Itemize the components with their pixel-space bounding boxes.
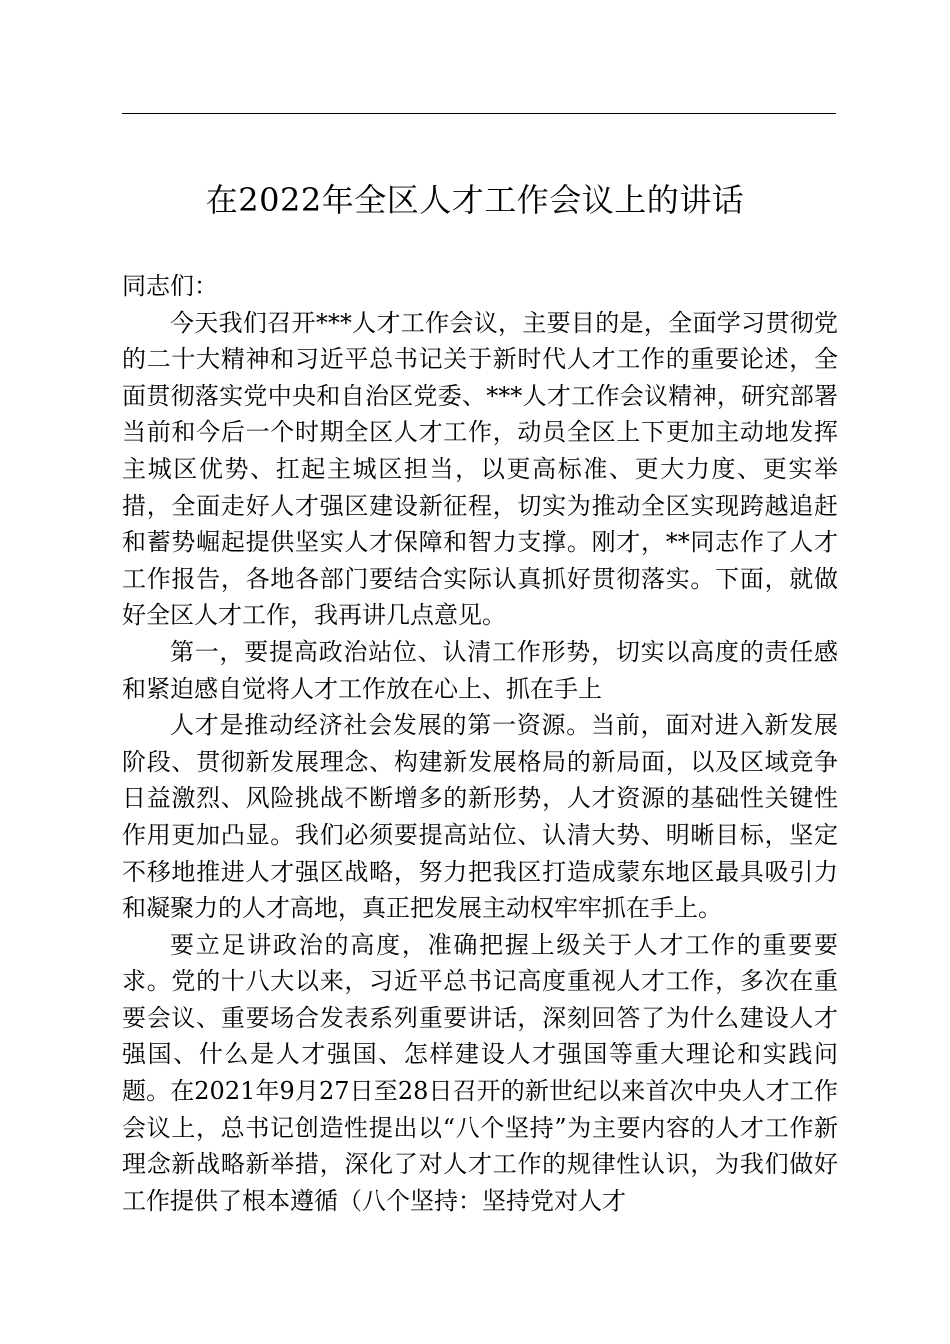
section-heading: 第一，要提高政治站位、认清工作形势，切实以高度的责任感和紧迫感自觉将人才工作放在心上、抓在手上 (122, 637, 838, 703)
document-title: 在2022年全区人才工作会议上的讲话 (205, 181, 745, 219)
salutation: 同志们： (122, 272, 218, 300)
paragraph: 今天我们召开***人才工作会议，主要目的是，全面学习贯彻党的二十大精神和习近平总书记关于新时代人才工作的重要论述，全面贯彻落实党中央和自治区党委、***人才工作会议精神，研究部署当前和今后一个时期全区人才工作，动员全区上下更加主动地发挥主城区优势、扛起主城区担当，以更高标准、更大力度、更实举措，全面走好人才强区建设新征程，切实为推动全区实现跨越追赶和蓄势崛起提供坚实人才保障和智力支撑。刚才，**同志作了人才工作报告，各地各部门要结合实际认真抓好贯彻落实。下面，就做好全区人才工作，我再讲几点意见。 (122, 308, 838, 630)
paragraph: 人才是推动经济社会发展的第一资源。当前，面对进入新发展阶段、贯彻新发展理念、构建新发展格局的新局面，以及区域竞争日益激烈、风险挑战不断增多的新形势，人才资源的基础性关键性作用更加凸显。我们必须要提高站位、认清大势、明晰目标，坚定不移地推进人才强区战略，努力把我区打造成蒙东地区最具吸引力和凝聚力的人才高地，真正把发展主动权牢牢抓在手上。 (122, 711, 838, 923)
document-body (122, 268, 838, 1219)
paragraph: 要立足讲政治的高度，准确把握上级关于人才工作的重要要求。党的十八大以来，习近平总书记高度重视人才工作，多次在重要会议、重要场合发表系列重要讲话，深刻回答了为什么建设人才强国、什么是人才强国、怎样建设人才强国等重大理论和实践问题。在2021年9月27日至28日召开的新世纪以来首次中央人才工作会议上，总书记创造性提出以“八个坚持”为主要内容的人才工作新理念新战略新举措，深化了对人才工作的规律性认识，为我们做好工作提供了根本遵循（八个坚持：坚持党对人才 (122, 930, 838, 1215)
header-rule (122, 113, 836, 114)
